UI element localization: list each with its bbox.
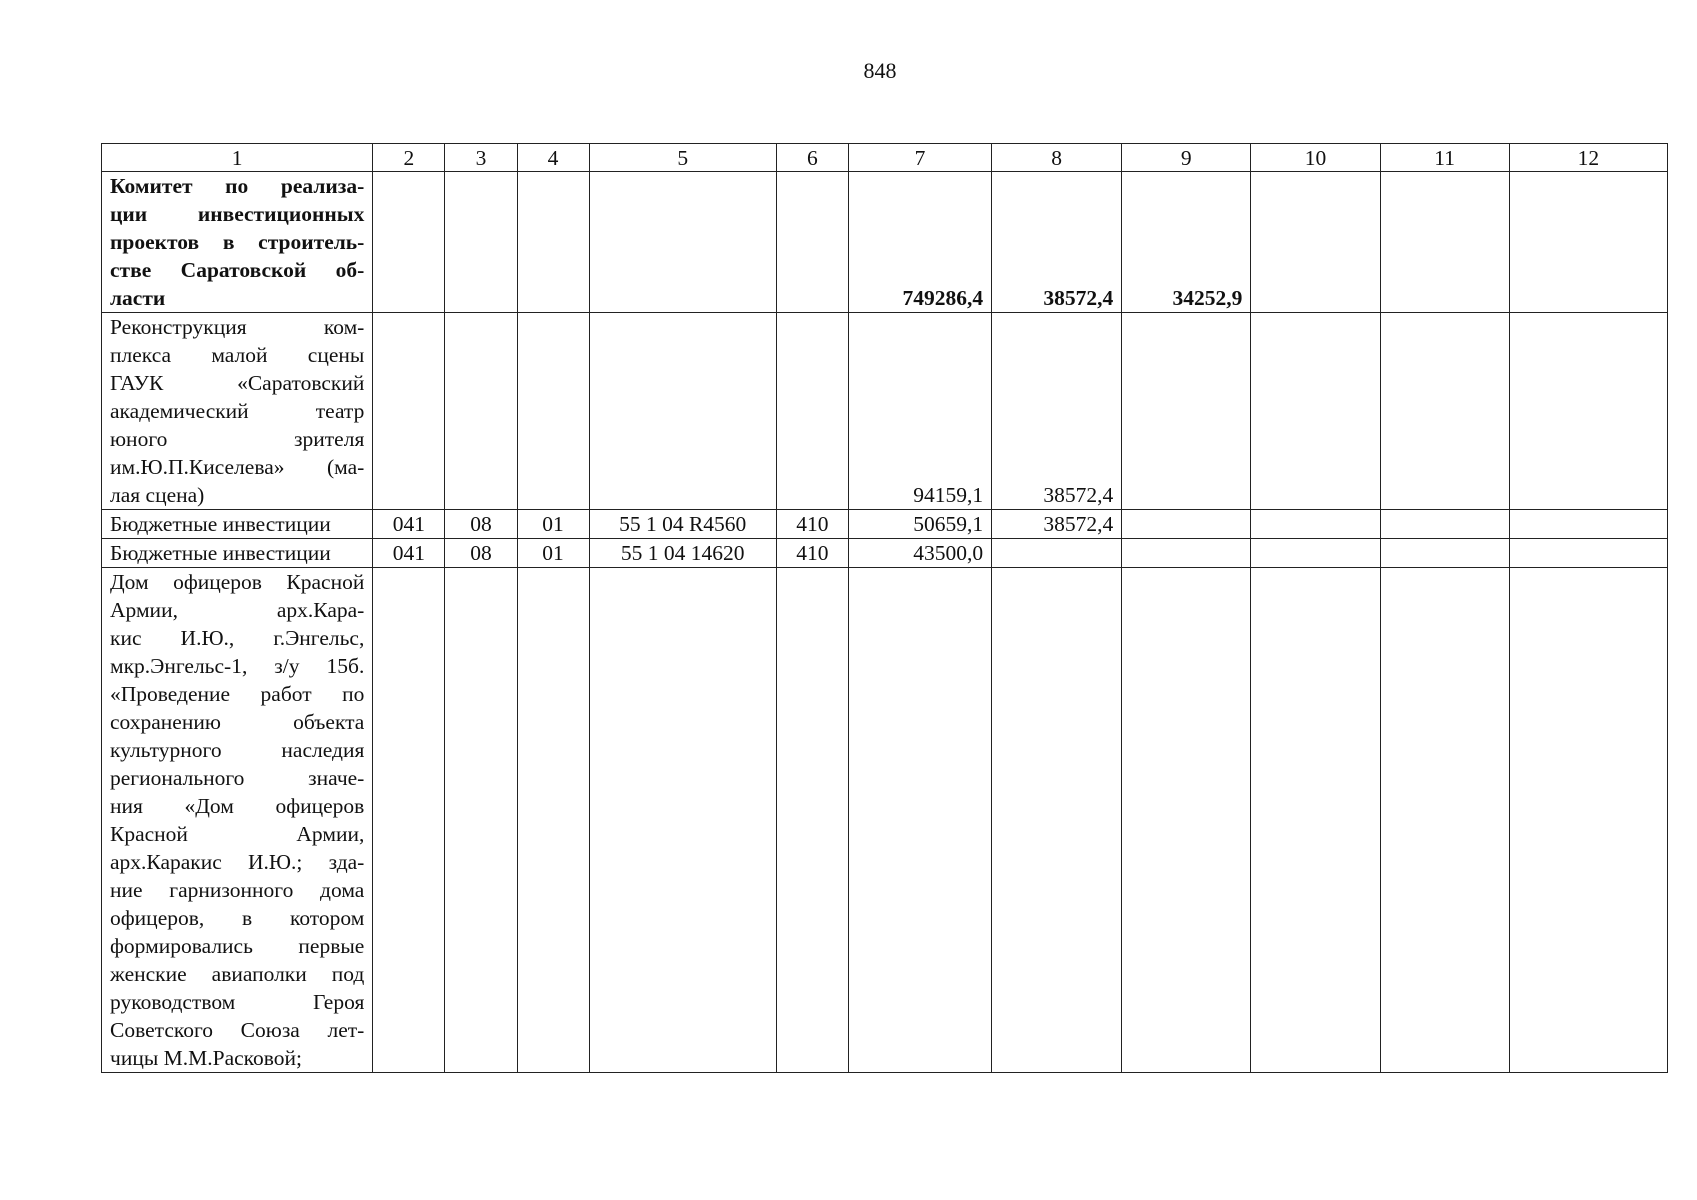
amount-col7-cell: 50659,1 (848, 510, 991, 539)
description-line: офицеров, в котором (110, 906, 365, 930)
amount-col9-cell (1122, 313, 1251, 510)
amount-col11-cell (1380, 539, 1509, 568)
table-row (102, 539, 1668, 568)
target-article-cell (589, 172, 776, 313)
expense-type-cell (776, 172, 848, 313)
amount-col8-cell: 38572,4 (992, 510, 1122, 539)
target-article-cell (589, 313, 776, 510)
description-line: «Проведение работ по (110, 682, 365, 706)
target-article-cell (589, 568, 776, 1073)
description-line: лая сцена) (110, 483, 205, 507)
amount-col11-cell (1380, 510, 1509, 539)
column-number: 7 (848, 144, 991, 172)
amount-col8-cell (992, 568, 1122, 1073)
description-line: Дом офицеров Красной (110, 570, 365, 594)
column-number: 11 (1380, 144, 1509, 172)
expense-type-cell: 410 (776, 539, 848, 568)
row-description (102, 510, 373, 539)
table-header-row (102, 144, 1668, 172)
description-line: регионального значе- (110, 766, 365, 790)
description-line: Красной Армии, (110, 822, 365, 846)
description-line: Комитет по реализа- (110, 174, 365, 198)
section-cell (445, 568, 517, 1073)
expense-type-cell (776, 313, 848, 510)
section-cell (445, 172, 517, 313)
subsection-cell: 01 (517, 510, 589, 539)
amount-col10-cell (1251, 313, 1380, 510)
column-number: 4 (517, 144, 589, 172)
description-line: стве Саратовской об- (110, 258, 365, 282)
column-number: 10 (1251, 144, 1380, 172)
ministry-code-cell (373, 568, 445, 1073)
column-number: 8 (992, 144, 1122, 172)
description-line: им.Ю.П.Киселева» (ма- (110, 455, 365, 479)
description-line: Бюджетные инвестиции (110, 541, 331, 565)
amount-col12-cell (1509, 313, 1667, 510)
amount-col12-cell (1509, 510, 1667, 539)
table-row (102, 313, 1668, 510)
description-line: ние гарнизонного дома (110, 878, 365, 902)
ministry-code-cell (373, 313, 445, 510)
column-number: 9 (1122, 144, 1251, 172)
description-line: кис И.Ю., г.Энгельс, (110, 626, 365, 650)
column-number: 3 (445, 144, 517, 172)
description-line: Бюджетные инвестиции (110, 512, 331, 536)
amount-col7-cell: 43500,0 (848, 539, 991, 568)
section-cell: 08 (445, 539, 517, 568)
amount-col10-cell (1251, 172, 1380, 313)
table-row (102, 172, 1668, 313)
column-number: 12 (1509, 144, 1667, 172)
amount-col12-cell (1509, 172, 1667, 313)
description-line: сохранению объекта (110, 710, 365, 734)
amount-col10-cell (1251, 539, 1380, 568)
amount-col11-cell (1380, 568, 1509, 1073)
amount-col9-cell (1122, 510, 1251, 539)
column-number: 1 (102, 144, 373, 172)
amount-col9-cell (1122, 539, 1251, 568)
description-line: ласти (110, 286, 166, 310)
ministry-code-cell: 041 (373, 510, 445, 539)
description-line: Реконструкция ком- (110, 315, 365, 339)
row-description (102, 172, 373, 313)
amount-col8-cell: 38572,4 (992, 313, 1122, 510)
description-line: мкр.Энгельс-1, з/у 15б. (110, 654, 365, 678)
description-line: плекса малой сцены (110, 343, 365, 367)
amount-col9-cell: 34252,9 (1122, 172, 1251, 313)
amount-col10-cell (1251, 568, 1380, 1073)
amount-col7-cell (848, 568, 991, 1073)
ministry-code-cell (373, 172, 445, 313)
description-line: культурного наследия (110, 738, 365, 762)
amount-col10-cell (1251, 510, 1380, 539)
description-line: арх.Каракис И.Ю.; зда- (110, 850, 365, 874)
page-number: 848 (863, 58, 897, 83)
description-line: юного зрителя (110, 427, 365, 451)
row-description (102, 313, 373, 510)
section-cell (445, 313, 517, 510)
amount-col7-cell: 749286,4 (848, 172, 991, 313)
description-line: Армии, арх.Кара- (110, 598, 365, 622)
description-line: руководством Героя (110, 990, 365, 1014)
description-line: ГАУК «Саратовский (110, 371, 365, 395)
amount-col8-cell (992, 539, 1122, 568)
subsection-cell (517, 313, 589, 510)
column-number: 5 (589, 144, 776, 172)
target-article-cell: 55 1 04 R4560 (589, 510, 776, 539)
description-line: ции инвестиционных (110, 202, 365, 226)
description-line: чицы М.М.Расковой; (110, 1046, 303, 1070)
row-description (102, 568, 373, 1073)
subsection-cell (517, 172, 589, 313)
amount-col12-cell (1509, 568, 1667, 1073)
description-line: формировались первые (110, 934, 365, 958)
amount-col8-cell: 38572,4 (992, 172, 1122, 313)
expense-type-cell (776, 568, 848, 1073)
amount-col12-cell (1509, 539, 1667, 568)
description-line: женские авиаполки под (110, 962, 365, 986)
amount-col7-cell: 94159,1 (848, 313, 991, 510)
table-row (102, 568, 1668, 1073)
amount-col11-cell (1380, 172, 1509, 313)
column-number: 2 (373, 144, 445, 172)
amount-col11-cell (1380, 313, 1509, 510)
row-description (102, 539, 373, 568)
description-line: проектов в строитель- (110, 230, 365, 254)
column-number: 6 (776, 144, 848, 172)
expense-type-cell: 410 (776, 510, 848, 539)
subsection-cell (517, 568, 589, 1073)
budget-table (101, 143, 1668, 1073)
subsection-cell: 01 (517, 539, 589, 568)
description-line: академический театр (110, 399, 365, 423)
amount-col9-cell (1122, 568, 1251, 1073)
table-row (102, 510, 1668, 539)
description-line: Советского Союза лет- (110, 1018, 365, 1042)
ministry-code-cell: 041 (373, 539, 445, 568)
section-cell: 08 (445, 510, 517, 539)
target-article-cell: 55 1 04 14620 (589, 539, 776, 568)
description-line: ния «Дом офицеров (110, 794, 365, 818)
